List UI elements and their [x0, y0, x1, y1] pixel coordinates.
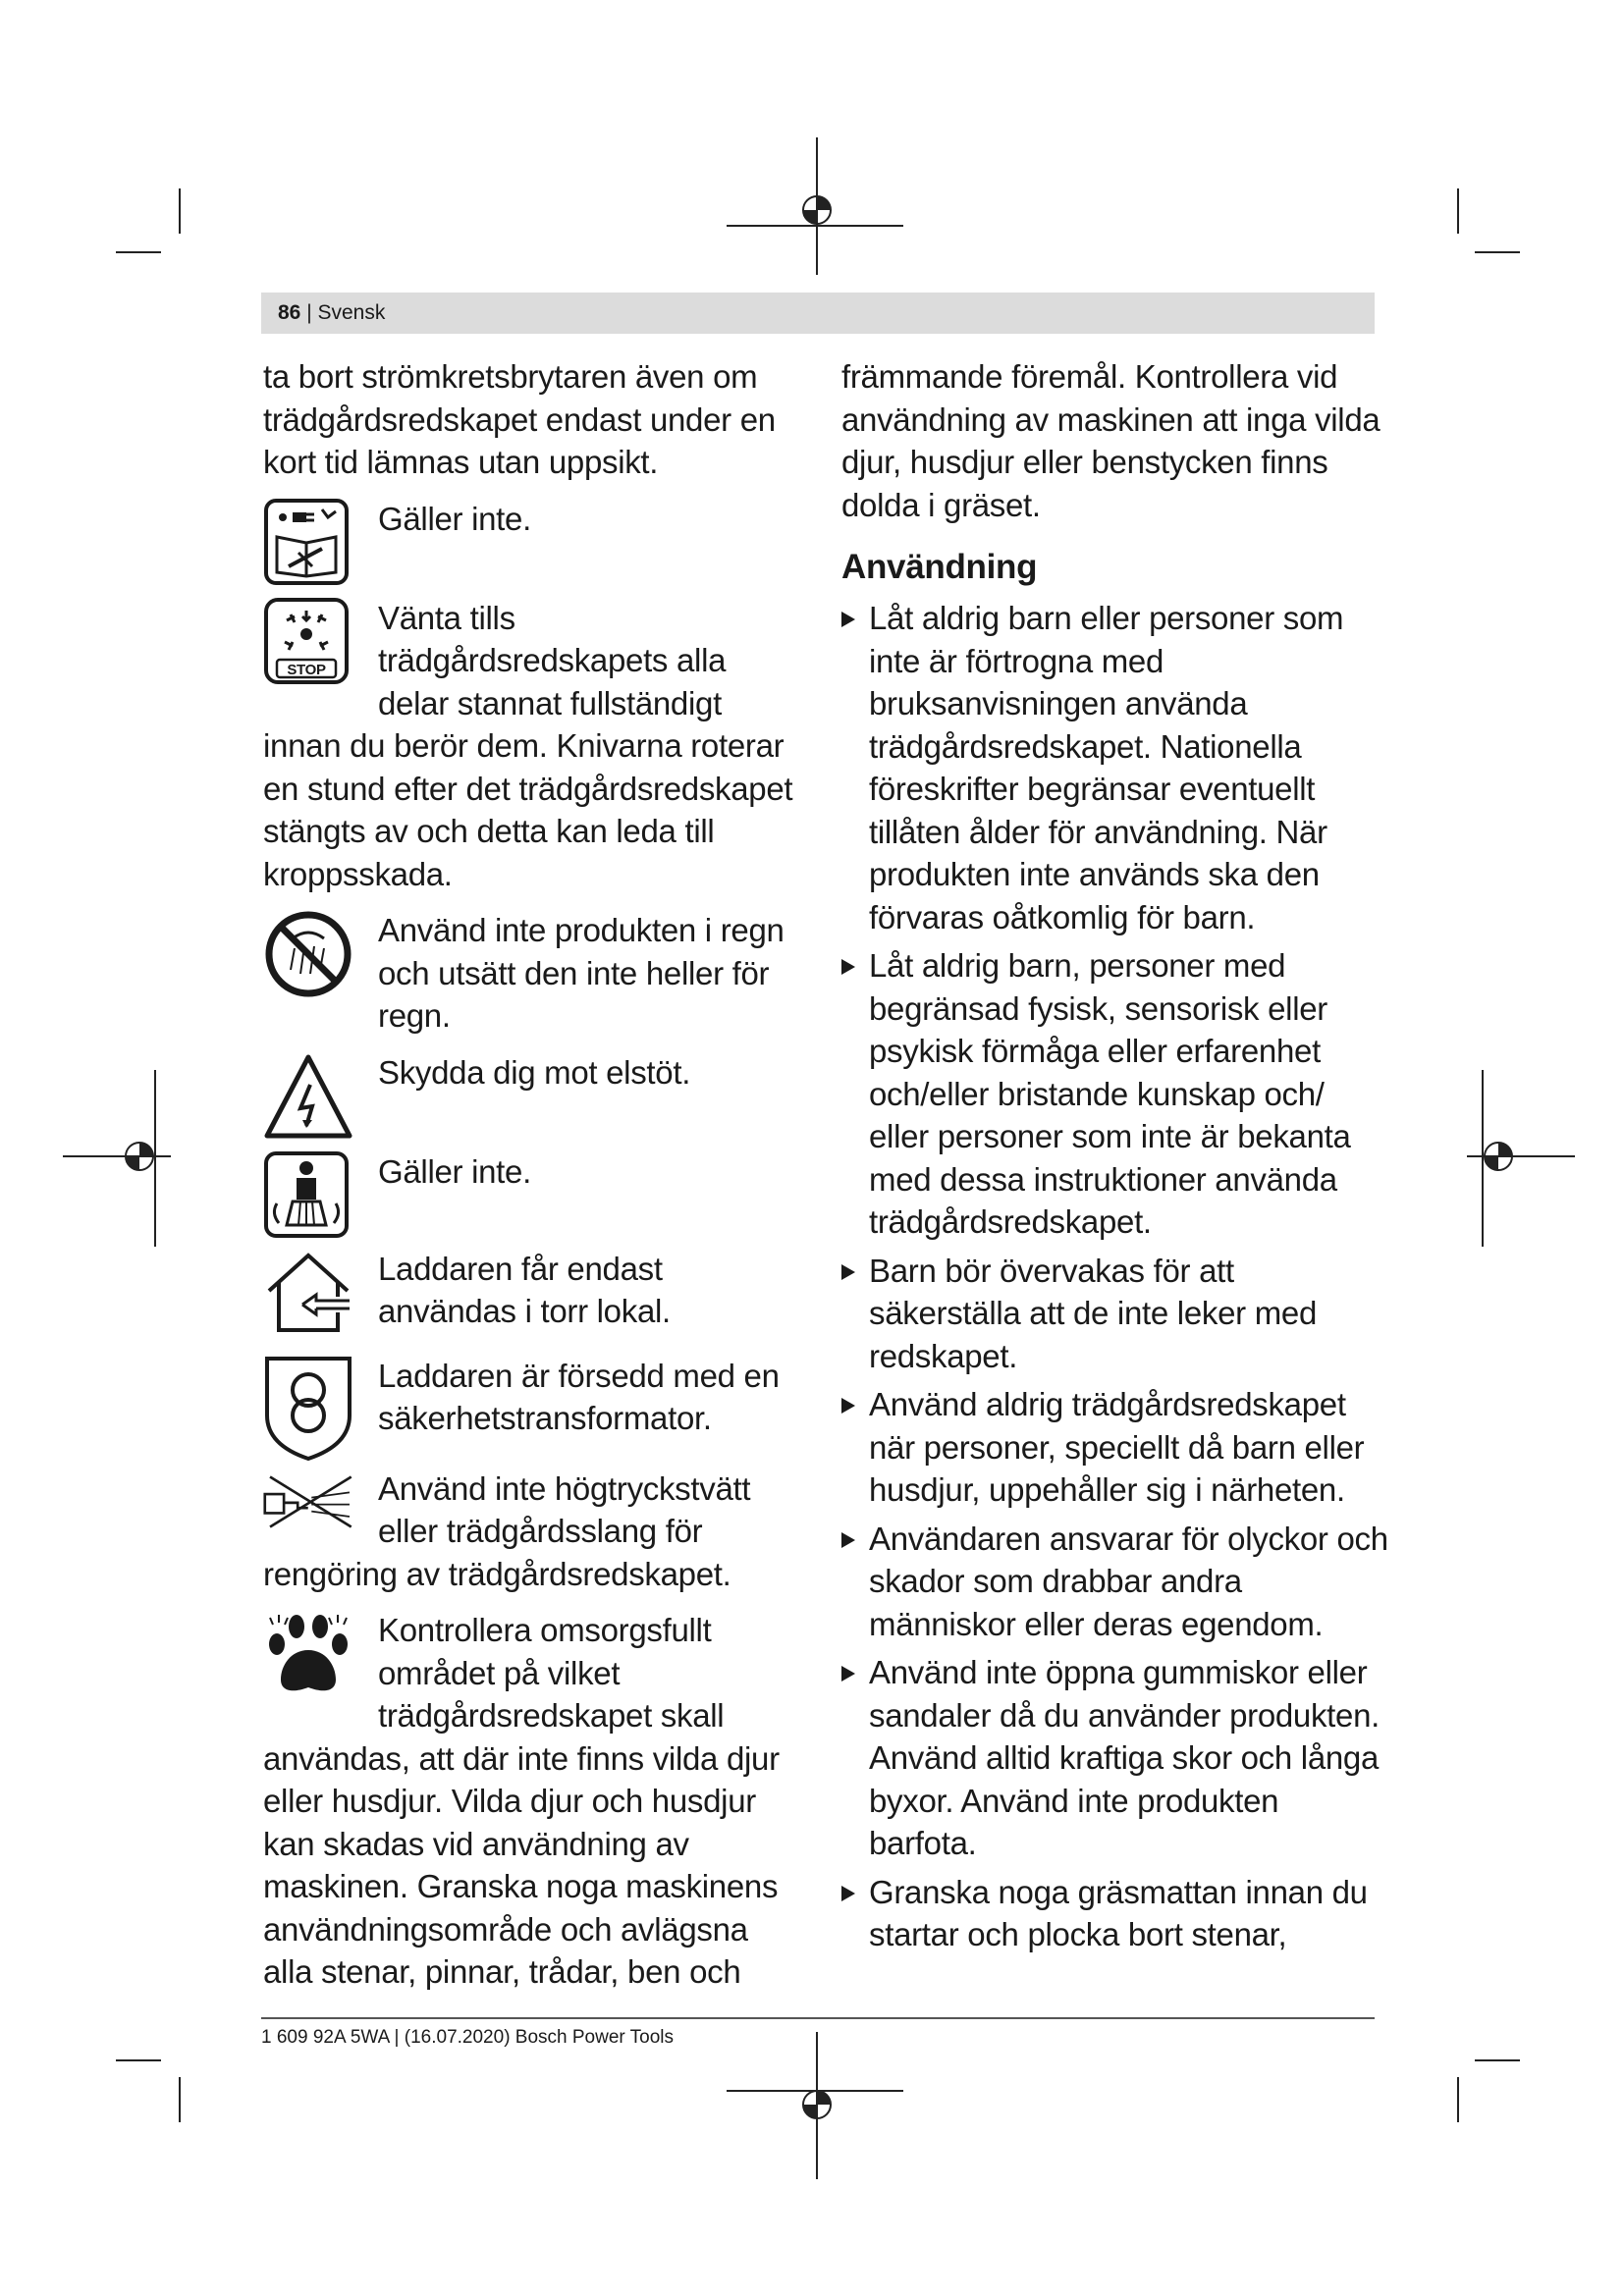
registration-mark [1467, 1070, 1575, 1247]
symbol-row [263, 498, 793, 591]
symbol-text: Använd inte högtryckstvätt eller trädgårdsslang för [378, 1469, 751, 1549]
crop-mark [116, 251, 161, 253]
no-high-pressure-washer-icon [263, 1468, 356, 1536]
footer-divider [261, 2017, 1375, 2019]
bullet-triangle-icon [841, 1666, 855, 1682]
page-header-bar [261, 293, 1375, 334]
crop-mark [1457, 188, 1459, 234]
crop-mark [1457, 2077, 1459, 2122]
operator-safety-icon [263, 1150, 356, 1244]
crop-mark [1475, 251, 1520, 253]
bullet-triangle-icon [841, 1398, 855, 1414]
right-column [841, 355, 1391, 1956]
list-item [841, 1651, 1391, 1865]
list-item [841, 597, 1391, 938]
list-item [841, 1250, 1391, 1378]
list-item [841, 1383, 1391, 1512]
bullet-triangle-icon [841, 1264, 855, 1280]
list-item-text: Barn bör övervakas för att säkerställa att de inte leker med redskapet. [869, 1252, 1317, 1374]
paragraph: användas, att där inte finns vilda djur eller husdjur. Vilda djur och husdjur kan skadas vid användning av maskinen. Granska noga maskinens användningsområde och avlägsna alla stenar, pinnar, trådar, ben och [263, 1739, 780, 1990]
crop-mark [179, 188, 181, 234]
paragraph: rengöring av trädgårdsredskapet. [263, 1555, 731, 1592]
list-item-text: Använd inte öppna gummiskor eller sandaler då du använder produkten. Använd alltid kraftiga skor och långa byxor. Använd inte produkten barfota. [869, 1654, 1380, 1861]
header-language: Svensk [317, 301, 386, 324]
section-heading: Användning [841, 548, 1038, 586]
bullet-triangle-icon [841, 1532, 855, 1548]
symbol-row [263, 1051, 793, 1145]
symbol-row [263, 1468, 793, 1553]
crop-mark [179, 2077, 181, 2122]
stop-rotating-blades-icon [263, 597, 356, 690]
left-column [263, 355, 793, 1994]
bullet-triangle-icon [841, 959, 855, 975]
registration-mark [727, 137, 903, 275]
symbol-row [263, 909, 793, 1038]
symbol-text: Laddaren är försedd med en säkerhetstransformator. [378, 1357, 780, 1436]
symbol-text: Vänta tills trädgårdsredskapets alla delar stannat fullständigt [378, 599, 727, 721]
page-footer: 1 609 92A 5WA | (16.07.2020) Bosch Power Tools [261, 2027, 675, 2048]
paragraph: innan du berör dem. Knivarna roterar en stund efter det trädgårdsredskapet stängts av och detta kan leda till kroppsskada. [263, 727, 793, 892]
symbol-text: Gäller inte. [378, 1152, 531, 1190]
electric-shock-warning-icon [263, 1051, 356, 1145]
crop-mark [1475, 2059, 1520, 2061]
no-rain-icon [263, 909, 356, 1002]
symbol-text: Gäller inte. [378, 500, 531, 537]
paragraph: främmande föremål. Kontrollera vid användning av maskinen att inga vilda djur, husdjur eller benstycken finns dolda i gräset. [841, 358, 1380, 523]
crop-mark [116, 2059, 161, 2061]
symbol-text: Skydda dig mot elstöt. [378, 1053, 691, 1091]
page-number: 86 [278, 301, 301, 324]
symbol-text: Använd inte produkten i regn och utsätt den inte heller för regn. [378, 912, 785, 1034]
header-separator: | [300, 301, 318, 324]
list-item-text: Användaren ansvarar för olyckor och skador som drabbar andra människor eller deras egendom. [869, 1520, 1388, 1642]
list-item-text: Låt aldrig barn eller personer som inte är förtrogna med bruksanvisningen använda trädgårdsredskapet. Nationella föreskrifter begränsar eventuellt tillåten ålder för användning. När produkten inte används ska den förvaras oåtkomlig för barn. [869, 600, 1344, 935]
registration-mark [727, 2032, 903, 2179]
symbol-row [263, 597, 793, 725]
list-item [841, 944, 1391, 1244]
indoor-use-icon [263, 1248, 356, 1341]
registration-mark [63, 1070, 171, 1247]
safety-transformer-icon [263, 1355, 356, 1448]
list-item-text: Låt aldrig barn, personer med begränsad fysisk, sensorisk eller psykisk förmåga eller erfarenhet och/eller bristande kunskap och/ eller personer som inte är bekanta med dessa instruktioner använda trädgårdsredskapet. [869, 947, 1351, 1240]
list-item [841, 1518, 1391, 1646]
list-item-text: Använd aldrig trädgårdsredskapet när personer, speciellt då barn eller husdjur, uppehåller sig i närheten. [869, 1386, 1365, 1508]
bullet-triangle-icon [841, 1886, 855, 1901]
symbol-row [263, 1150, 793, 1244]
list-item [841, 1871, 1391, 1956]
page-header [278, 301, 385, 325]
stop-label: STOP [287, 661, 326, 678]
symbol-text: Laddaren får endast användas i torr lokal. [378, 1250, 671, 1329]
paragraph: ta bort strömkretsbrytaren även om trädgårdsredskapet endast under en kort tid lämnas utan uppsikt. [263, 358, 776, 480]
symbol-text: Kontrollera omsorgsfullt området på vilket trädgårdsredskapet skall [378, 1612, 725, 1734]
symbol-row [263, 1248, 793, 1341]
symbol-row [263, 1609, 793, 1737]
symbol-row [263, 1355, 793, 1448]
bullet-triangle-icon [841, 612, 855, 627]
manual-disconnect-icon [263, 498, 356, 591]
list-item-text: Granska noga gräsmattan innan du startar och plocka bort stenar, [869, 1873, 1368, 1952]
animal-paw-icon [263, 1609, 356, 1702]
